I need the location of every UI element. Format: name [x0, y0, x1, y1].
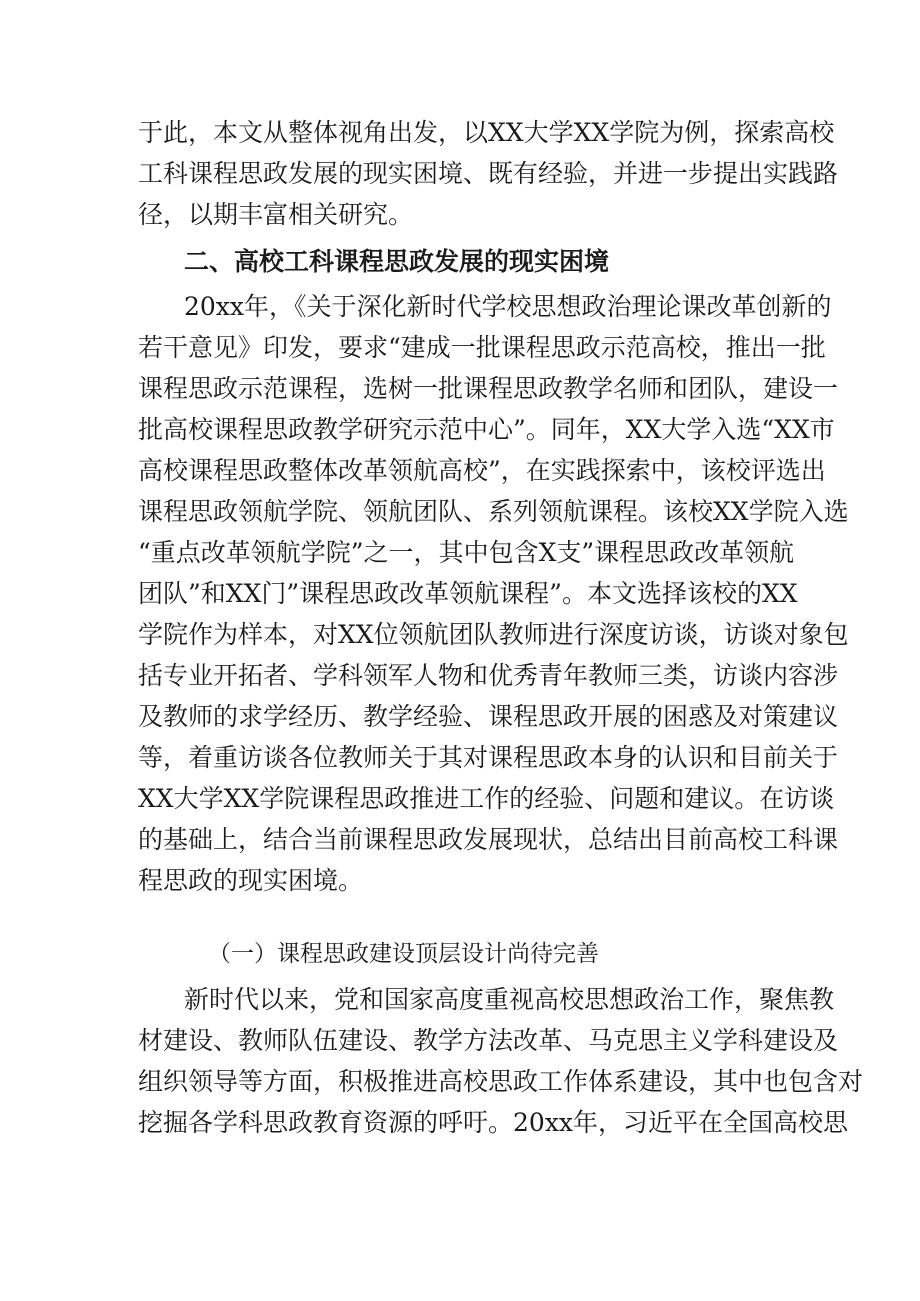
paragraph-line: 学院作为样本，对XX位领航团队教师进行深度访谈，访谈对象包 — [138, 620, 849, 649]
paragraph-line: 课程思政示范课程，选树一批课程思政教学名师和团队，建设一 — [138, 374, 839, 403]
paragraph-line: 高校课程思政整体改革领航高校”，在实践探索中，该校评选出 — [138, 456, 826, 485]
paragraph-line: 材建设、教师队伍建设、教学方法改革、马克思主义学科建设及 — [138, 1026, 839, 1055]
paragraph-line: “重点改革领航学院”之一，其中包含X支”课程思政改革领航 — [138, 538, 795, 567]
paragraph-line: 若干意见》印发，要求“建成一批课程思政示范高校，推出一批 — [138, 333, 826, 362]
paragraph-line: 等，着重访谈各位教师关于其对课程思政本身的认识和目前关于 — [138, 743, 839, 772]
paragraph-line: 径，以期丰富相关研究。 — [138, 200, 414, 229]
paragraph-line: 课程思政领航学院、领航团队、系列领航课程。该校XX学院入选 — [138, 497, 849, 526]
paragraph-line: 工科课程思政发展的现实困境、既有经验，并进一步提出实践路 — [138, 159, 839, 188]
paragraph-line: XX大学XX学院课程思政推进工作的经验、问题和建议。在访谈 — [138, 784, 835, 813]
paragraph-line: 组织领导等方面，积极推进高校思政工作体系建设，其中也包含对 — [138, 1067, 864, 1096]
paragraph-line: 括专业开拓者、学科领军人物和优秀青年教师三类，访谈内容涉 — [138, 661, 839, 690]
paragraph-line: 程思政的现实困境。 — [138, 866, 364, 895]
paragraph-line: 的基础上，结合当前课程思政发展现状，总结出目前高校工科课 — [138, 825, 839, 854]
paragraph-line: 新时代以来，党和国家高度重视高校思想政治工作，聚焦教 — [184, 985, 835, 1014]
paragraph-line: 挖掘各学科思政教育资源的呼吁。20xx年，习近平在全国高校思 — [138, 1108, 849, 1137]
subsection-heading: （一）课程思政建设顶层设计尚待完善 — [208, 941, 599, 967]
paragraph-line: 于此，本文从整体视角出发，以XX大学XX学院为例，探索高校 — [138, 118, 835, 147]
section-heading: 二、高校工科课程思政发展的现实困境 — [184, 247, 610, 276]
paragraph-line: 批高校课程思政教学研究示范中心”。同年，XX大学入选“XX市 — [138, 415, 835, 444]
paragraph-line: 及教师的求学经历、教学经验、课程思政开展的困惑及对策建议 — [138, 702, 839, 731]
paragraph-line: 20xx年，《关于深化新时代学校思想政治理论课改革创新的 — [184, 292, 832, 321]
paragraph-line: 团队”和XX门”课程思政改革领航课程”。本文选择该校的XX — [138, 579, 798, 608]
